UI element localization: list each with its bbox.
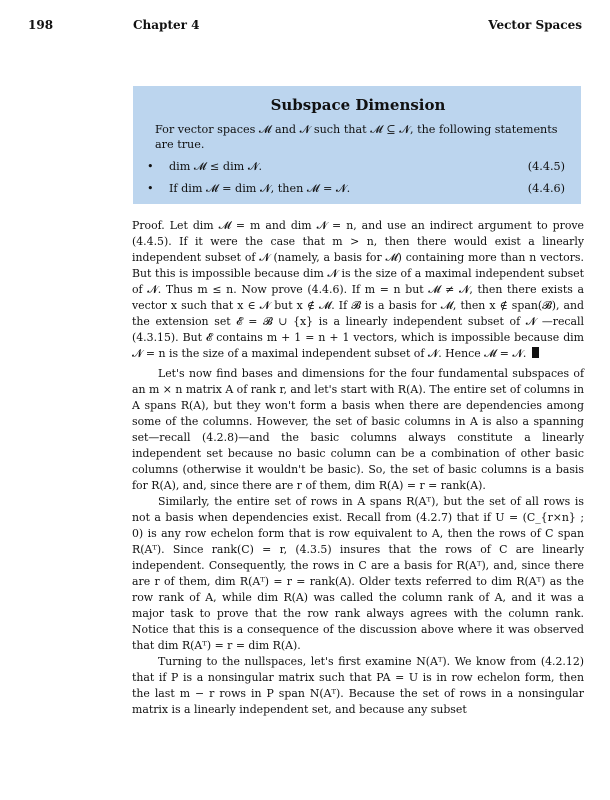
chapter-label: Chapter 4	[133, 18, 200, 32]
theorem-item-text: If dim 𝓜 = dim 𝓝, then 𝓜 = 𝓝.	[169, 182, 351, 195]
qed-mark	[532, 347, 539, 358]
equation-number: (4.4.6)	[527, 182, 565, 195]
theorem-item	[147, 178, 565, 200]
page-header	[28, 18, 582, 38]
theorem-box	[133, 86, 581, 204]
page-number: 198	[28, 18, 54, 32]
section-title: Vector Spaces	[488, 18, 582, 32]
theorem-item-text: dim 𝓜 ≤ dim 𝓝.	[169, 160, 263, 173]
theorem-title: Subspace Dimension	[270, 96, 446, 114]
paragraph: Similarly, the entire set of rows in A spans R(Aᵀ), but the set of all rows is not a basis when dependencies exist. Recall from (4.2.7) that if U = (C_{r×n} ; 0) is any row echelon form that is row equivalent to A, then the rows of C span R(Aᵀ). Since rank(C) = r, (4.3.5) insures that the rows of C are linearly independent. Consequently, the rows in C are a basis for R(Aᵀ), and, since there are r of them, dim R(Aᵀ) = r = rank(A). Older texts referred to dim R(Aᵀ) as the row rank of A, while dim R(A) was called the column rank of A, and it was a major task to prove that the row rank always agrees with the column rank. Notice that this is a consequence of the discussion above where it was observed that dim R(Aᵀ) = r = dim R(A).	[132, 495, 584, 652]
paragraph: Let's now find bases and dimensions for the four fundamental subspaces of an m × n matrix A of rank r, and let's start with R(A). The entire set of columns in A spans R(A), but they won't form a basis when there are dependencies among some of the columns. However, the set of basic columns in A is also a spanning set—recall (4.2.8)—and the basic columns always constitute a linearly independent set because no basic column can be a combination of other basic columns (otherwise it wouldn't be basic). So, the set of basic columns is a basis for R(A), and, since there are r of them, dim R(A) = r = rank(A).	[132, 367, 584, 492]
equation-number: (4.4.5)	[527, 160, 565, 173]
theorem-item	[147, 156, 565, 178]
paragraph: Turning to the nullspaces, let's first examine N(Aᵀ). We know from (4.2.12) that if P is a nonsingular matrix such that PA = U is in row echelon form, then the last m − r rows in P span N(Aᵀ). Because the set of rows in a nonsingular matrix is a linearly independent set, and because any subset	[132, 655, 584, 716]
theorem-intro: For vector spaces 𝓜 and 𝓝 such that 𝓜 ⊆ 𝓝, the following statements are true.	[155, 123, 558, 151]
bullet: •	[147, 182, 154, 195]
proof-paragraph: Proof. Let dim 𝓜 = m and dim 𝓝 = n, and use an indirect argument to prove (4.4.5). If it were the case that m > n, then there would exist a linearly independent subset of 𝓝 (namely, a basis for 𝓜) containing more than n vectors. But this is impossible because dim 𝓝 is the size of a maximal independent subset of 𝓝. Thus m ≤ n. Now prove (4.4.6). If m = n but 𝓜 ≠ 𝓝, then there exists a vector x such that x ∈ 𝓝 but x ∉ 𝓜. If 𝓑 is a basis for 𝓜, then x ∉ span(𝓑), and the extension set 𝓔 = 𝓑 ∪ {x} is a linearly independent subset of 𝓝 —recall (4.3.15). But 𝓔 contains m + 1 = n + 1 vectors, which is impossible because dim 𝓝 = n is the size of a maximal independent subset of 𝓝. Hence 𝓜 = 𝓝.	[132, 219, 584, 360]
bullet: •	[147, 160, 154, 173]
body-text	[132, 218, 584, 718]
